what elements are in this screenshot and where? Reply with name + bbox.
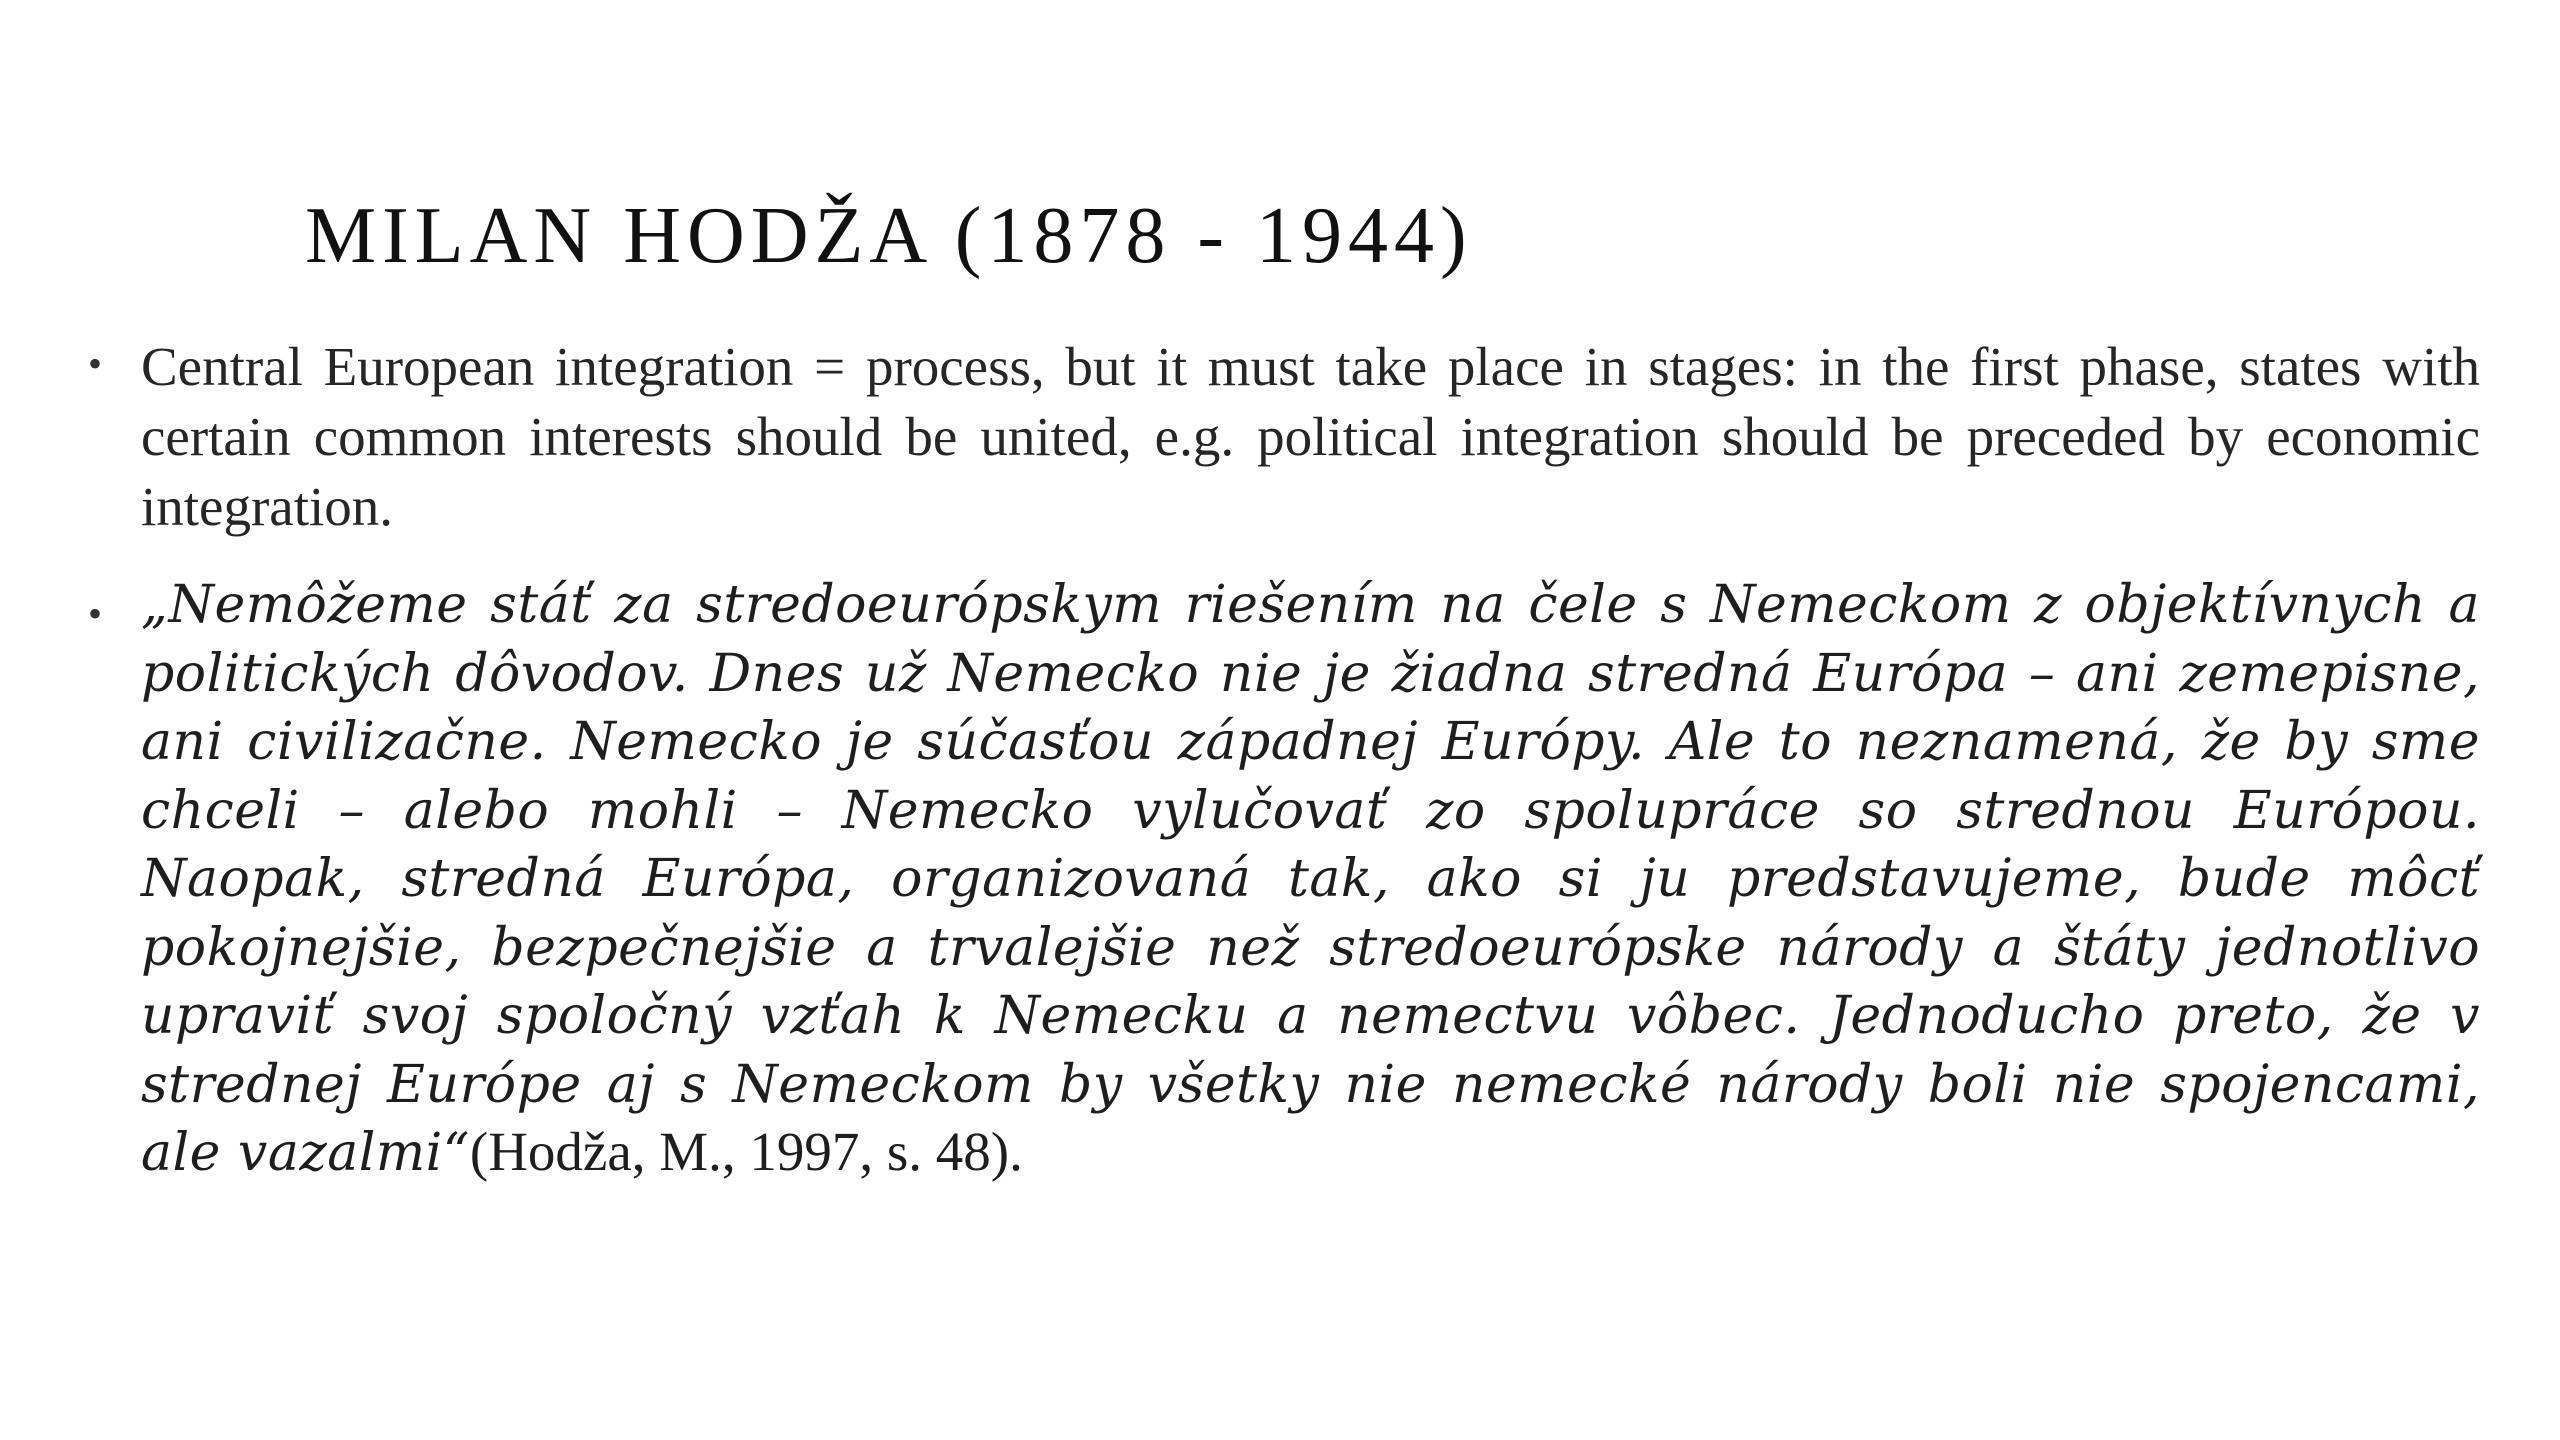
bullet-text: Central European integration = process, but it must take place in stages: in the first phase, states with certain common interests should be united, e.g. political integration should be preceded by economic integration. [141,336,2480,537]
slide-title: MILAN HODŽA (1878 - 1944) [305,192,1473,280]
quote-citation: (Hodža, M., 1997, s. 48). [469,1121,1023,1182]
bullet-item-quote [88,570,2480,1187]
quote-text: „Nemôžeme stáť za stredoeurópskym riešením na čele s Nemeckom z objektívnych a politických dôvodov. Dnes už Nemecko nie je žiadna stredná Európa – ani zemepisne, ani civilizačne. Nemecko je súčasťou západnej Európy. Ale to neznamená, že by sme chceli – alebo mohli – Nemecko vylučovať zo spolupráce so strednou Európou. Naopak, stredná Európa, organizovaná tak, ako si ju predstavujeme, bude môcť pokojnejšie, bezpečnejšie a trvalejšie než stredoeurópske národy a štáty jednotlivo upraviť svoj spoločný vzťah k Nemecku a nemectvu vôbec. Jednoducho preto, že v strednej Európe aj s Nemeckom by všetky nie nemecké národy boli nie spojencami, ale vazalmi“ [141,575,2480,1183]
bullet-dot-icon: • [88,341,103,386]
bullet-item-integration [88,332,2480,542]
bullet-dot-icon: • [88,591,103,636]
bullet-quote-block [141,570,2480,1187]
bullet-list [88,332,2480,1187]
